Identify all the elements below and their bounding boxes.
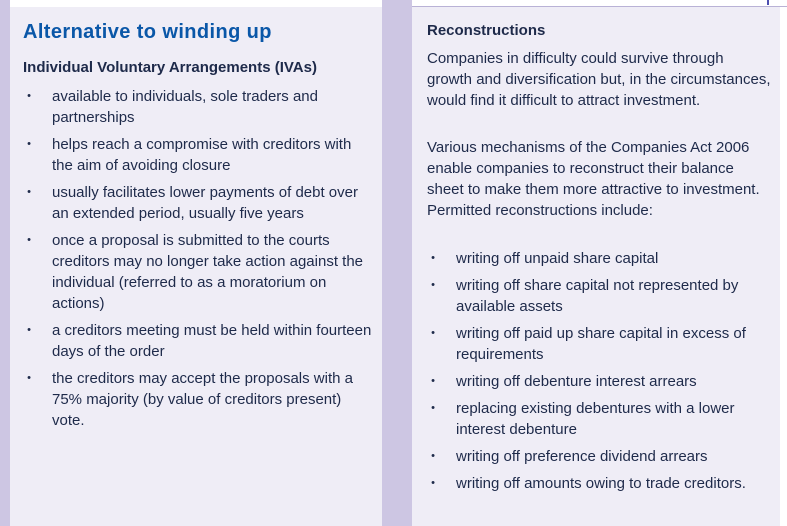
bullet-icon: •	[431, 279, 435, 291]
list-item	[23, 230, 373, 314]
list-item	[427, 398, 777, 440]
list-item-text: a creditors meeting must be held within fourteen days of the order	[52, 322, 372, 360]
bullet-icon: •	[431, 450, 435, 462]
list-item-text: the creditors may accept the proposals with a 75% majority (by value of creditors present) vote.	[52, 370, 353, 429]
list-item-text: writing off paid up share capital in excess of requirements	[456, 325, 746, 363]
list-item-text: writing off amounts owing to trade creditors.	[456, 475, 746, 492]
bullet-icon: •	[27, 234, 31, 246]
list-item-text: writing off preference dividend arrears	[456, 448, 708, 465]
bullet-icon: •	[431, 375, 435, 387]
iva-subheading: Individual Voluntary Arrangements (IVAs)	[23, 59, 317, 76]
bullet-icon: •	[27, 186, 31, 198]
list-item-text: helps reach a compromise with creditors with the aim of avoiding closure	[52, 136, 352, 174]
top-divider-line	[412, 6, 787, 7]
bullet-icon: •	[27, 90, 31, 102]
reconstructions-mechanisms-paragraph: Various mechanisms of the Companies Act 2006 enable companies to reconstruct their balance sheet to make them more attractive to investment. Permitted reconstructions include:	[427, 139, 760, 219]
reconstructions-intro-paragraph: Companies in difficulty could survive through growth and diversification but, in the circumstances, would find it difficult to attract investment.	[427, 50, 771, 109]
list-item	[427, 371, 777, 392]
list-item	[23, 86, 373, 128]
bullet-icon: •	[431, 327, 435, 339]
list-item-text: replacing existing debentures with a lower interest debenture	[456, 400, 735, 438]
list-item-text: usually facilitates lower payments of debt over an extended period, usually five years	[52, 184, 358, 222]
list-item	[427, 446, 777, 467]
reconstructions-subheading: Reconstructions	[427, 22, 546, 39]
bullet-icon: •	[431, 402, 435, 414]
bullet-icon: •	[27, 372, 31, 384]
list-item	[427, 275, 777, 317]
corner-mark	[767, 0, 769, 5]
list-item-text: once a proposal is submitted to the courts creditors may no longer take action against the individual (referred to as a moratorium on actions)	[52, 232, 364, 312]
bullet-icon: •	[431, 477, 435, 489]
list-item-text: available to individuals, sole traders and partnerships	[52, 88, 318, 126]
list-item	[23, 134, 373, 176]
list-item	[427, 473, 777, 494]
iva-bullet-list	[23, 86, 373, 437]
right-margin	[780, 0, 787, 526]
list-item	[23, 368, 373, 431]
list-item	[427, 323, 777, 365]
list-item-text: writing off share capital not represented by available assets	[456, 277, 739, 315]
list-item-text: writing off debenture interest arrears	[456, 373, 697, 390]
list-item	[23, 320, 373, 362]
list-item	[23, 182, 373, 224]
bullet-icon: •	[27, 324, 31, 336]
reconstructions-bullet-list	[427, 248, 777, 500]
section-title: Alternative to winding up	[23, 21, 272, 43]
middle-divider-strip	[382, 0, 412, 526]
bullet-icon: •	[27, 138, 31, 150]
list-item	[427, 248, 777, 269]
bullet-icon: •	[431, 252, 435, 264]
left-border-strip	[0, 0, 10, 526]
list-item-text: writing off unpaid share capital	[456, 250, 659, 267]
